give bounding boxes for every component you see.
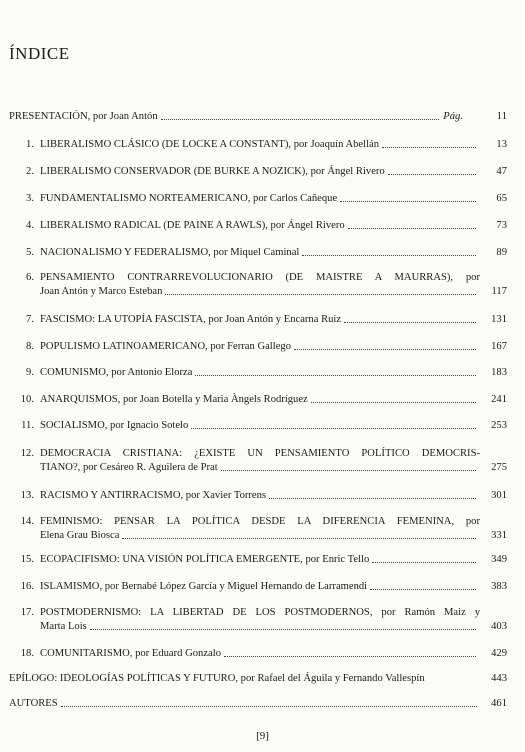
entry-number: 13. xyxy=(20,490,34,501)
entry-number: 9. xyxy=(26,367,34,378)
entry-number: 8. xyxy=(26,341,34,352)
pag-label: Pág. xyxy=(443,111,463,122)
dot-leader xyxy=(221,470,476,471)
toc-entry-text xyxy=(9,697,481,710)
toc-entry-text xyxy=(40,165,480,178)
dot-leader xyxy=(372,562,476,563)
dot-leader xyxy=(161,119,440,120)
entry-title-line1: PENSAMIENTO CONTRARREVOLUCIONARIO (DE MAISTRE A MAURRAS), por xyxy=(40,272,480,283)
entry-title-line2: TIANO?, por Cesáreo R. Aguilera de Prat xyxy=(40,462,218,473)
entry-number: 10. xyxy=(20,394,34,405)
entry-title-line2: Joan Antón y Marco Esteban xyxy=(40,286,163,297)
entry-page-number: 183 xyxy=(491,367,507,378)
entry-page-number: 73 xyxy=(496,220,507,231)
entry-number: 7. xyxy=(26,314,34,325)
dot-leader xyxy=(388,174,476,175)
entry-page-number: 131 xyxy=(491,314,507,325)
entry-title: COMUNISMO, por Antonio Elorza xyxy=(40,367,193,378)
entry-page-number: 349 xyxy=(491,554,507,565)
dot-leader xyxy=(294,349,476,350)
entry-number: 6. xyxy=(26,272,34,283)
entry-title: PRESENTACIÓN, por Joan Antón xyxy=(9,111,158,122)
entry-title: LIBERALISMO CONSERVADOR (DE BURKE A NOZICK), por Ángel Rivero xyxy=(40,166,385,177)
entry-title-line1: DEMOCRACIA CRISTIANA: ¿EXISTE UN PENSAMIENTO POLÍTICO DEMOCRIS- xyxy=(40,448,480,459)
dot-leader xyxy=(370,589,476,590)
dot-leader xyxy=(195,375,476,376)
toc-entry-text xyxy=(40,553,480,566)
entry-number: 14. xyxy=(20,516,34,527)
entry-number: 5. xyxy=(26,247,34,258)
entry-page-number: 89 xyxy=(496,247,507,258)
entry-number: 11. xyxy=(21,420,34,431)
entry-title: LIBERALISMO RADICAL (DE PAINE A RAWLS), por Ángel Rivero xyxy=(40,220,345,231)
dot-leader xyxy=(61,706,477,707)
entry-title: SOCIALISMO, por Ignacio Sotelo xyxy=(40,420,189,431)
entry-page-number: 253 xyxy=(491,420,507,431)
dot-leader xyxy=(382,147,476,148)
entry-title: POPULISMO LATINOAMERICANO, por Ferran Gallego xyxy=(40,341,291,352)
toc-entry-text xyxy=(40,219,480,232)
entry-page-number: 117 xyxy=(491,286,507,297)
entry-title: ECOPACIFISMO: UNA VISIÓN POLÍTICA EMERGENTE, por Enric Tello xyxy=(40,554,370,565)
entry-title: RACISMO Y ANTIRRACISMO, por Xavier Torrens xyxy=(40,490,267,501)
entry-number: 15. xyxy=(20,554,34,565)
toc-entry-text xyxy=(40,580,480,593)
toc-entry-text xyxy=(40,366,480,379)
dot-leader xyxy=(311,402,476,403)
entry-number: 4. xyxy=(26,220,34,231)
dot-leader xyxy=(348,228,476,229)
entry-page-number: 443 xyxy=(491,673,507,684)
entry-title: LIBERALISMO CLÁSICO (DE LOCKE A CONSTANT), por Joaquín Abellán xyxy=(40,139,380,150)
toc-entry-text xyxy=(40,138,480,151)
page-number: [9] xyxy=(256,730,269,742)
dot-leader xyxy=(122,538,476,539)
entry-title: NACIONALISMO Y FEDERALISMO, por Miquel Caminal xyxy=(40,247,300,258)
dot-leader xyxy=(302,255,476,256)
dot-leader xyxy=(191,428,476,429)
entry-title: FASCISMO: LA UTOPÍA FASCISTA, por Joan Antón y Encarna Ruiz xyxy=(40,314,342,325)
entry-title-line2: Elena Grau Biosca xyxy=(40,530,120,541)
entry-page-number: 275 xyxy=(491,462,507,473)
toc-entry-text xyxy=(40,340,480,353)
entry-number: 1. xyxy=(26,139,34,150)
entry-title-line2: Marta Lois xyxy=(40,621,87,632)
entry-page-number: 429 xyxy=(491,648,507,659)
entry-page-number: 47 xyxy=(496,166,507,177)
toc-entry-text xyxy=(40,393,480,406)
entry-title: FUNDAMENTALISMO NORTEAMERICANO, por Carlos Cañeque xyxy=(40,193,338,204)
toc-entry-text xyxy=(9,672,481,685)
toc-entry-text xyxy=(40,192,480,205)
dot-leader xyxy=(344,322,476,323)
toc-entry-text xyxy=(40,461,480,474)
entry-page-number: 167 xyxy=(491,341,507,352)
entry-number: 18. xyxy=(20,648,34,659)
entry-page-number: 13 xyxy=(496,139,507,150)
entry-title: ANARQUISMOS, por Joan Botella y Maria Àngels Rodríguez xyxy=(40,394,308,405)
entry-page-number: 383 xyxy=(491,581,507,592)
entry-number: 12. xyxy=(20,448,34,459)
entry-number: 3. xyxy=(26,193,34,204)
entry-page-number: 403 xyxy=(491,621,507,632)
entry-number: 17. xyxy=(20,607,34,618)
dot-leader xyxy=(90,629,476,630)
toc-entry-text xyxy=(9,110,479,123)
toc-entry-text xyxy=(40,647,480,660)
dot-leader xyxy=(269,498,476,499)
toc-entry-text xyxy=(40,285,480,298)
toc-entry-text xyxy=(40,246,480,259)
dot-leader xyxy=(340,201,476,202)
entry-title: ISLAMISMO, por Bernabé López García y Miguel Hernando de Larramendi xyxy=(40,581,368,592)
toc-entry-text xyxy=(40,313,480,326)
entry-page-number: 331 xyxy=(491,530,507,541)
entry-title: EPÍLOGO: IDEOLOGÍAS POLÍTICAS Y FUTURO, por Rafael del Águila y Fernando Vallespín xyxy=(9,673,425,684)
entry-number: 2. xyxy=(26,166,34,177)
dot-leader xyxy=(224,656,476,657)
entry-number: 16. xyxy=(20,581,34,592)
toc-entry-text xyxy=(40,529,480,542)
entry-page-number: 65 xyxy=(496,193,507,204)
entry-title-line1: POSTMODERNISMO: LA LIBERTAD DE LOS POSTMODERNOS, por Ramón Maiz y xyxy=(40,607,480,618)
entry-page-number: 301 xyxy=(491,490,507,501)
entry-title: AUTORES xyxy=(9,698,58,709)
dot-leader xyxy=(165,294,476,295)
entry-title-line1: FEMINISMO: PENSAR LA POLÍTICA DESDE LA DIFERENCIA FEMENINA, por xyxy=(40,516,480,527)
entry-page-number: 11 xyxy=(496,111,507,122)
entry-page-number: 241 xyxy=(491,394,507,405)
toc-entry-text xyxy=(40,620,480,633)
entry-title: COMUNITARISMO, por Eduard Gonzalo xyxy=(40,648,221,659)
page-title: ÍNDICE xyxy=(9,44,70,63)
toc-entry-text xyxy=(40,419,480,432)
entry-page-number: 461 xyxy=(491,698,507,709)
toc-entry-text xyxy=(40,489,480,502)
